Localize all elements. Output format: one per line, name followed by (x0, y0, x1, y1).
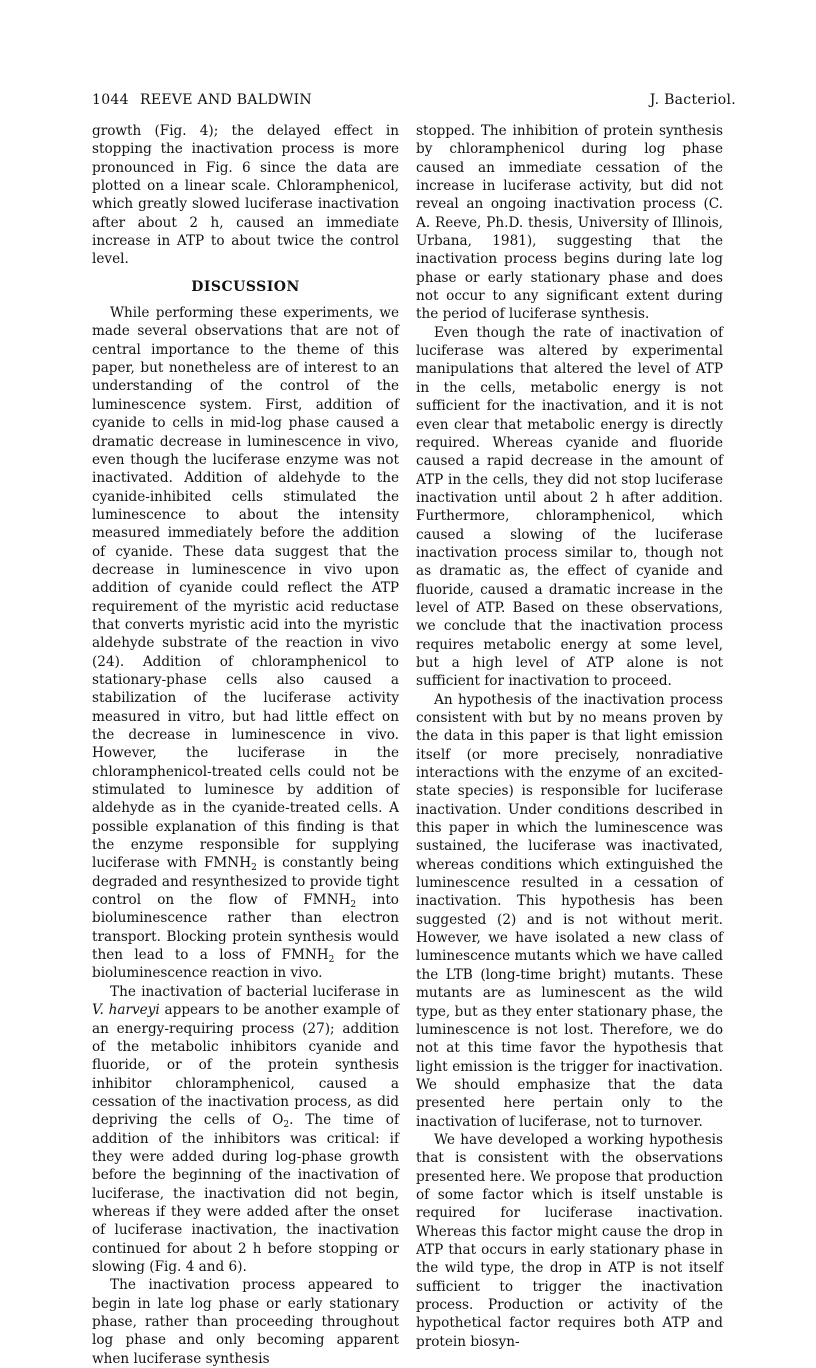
running-authors: REEVE AND BALDWIN (140, 92, 312, 108)
paragraph-light-emission-hypothesis: An hypothesis of the inactivation process consistent with but by no means proven by the data in this paper is that light emission itself (or more precisely, nonradiative interactions with the enzyme of an excited-state species) is responsible for luciferase inactivation. Under conditions described in this paper in which the luminescence was sustained, the luciferase was inactivated, whereas conditions which extinguished the luminescence resulted in a cessation of inactivation. This hypothesis has been suggested (2) and is not without merit. However, we have isolated a new class of luminescence mutants which we have called the LTB (long-time bright) mutants. These mutants are as luminescent as the wild type, but as they enter stationary phase, the luminescence is not lost. Therefore, we do not at this time favor the hypothesis that light emission is the trigger for inactivation. We should emphasize that the data presented here pertain only to the inactivation of luciferase, not to turnover. (416, 691, 723, 1130)
page-number: 1044 (92, 92, 129, 108)
paragraph-inactivation-timing: The inactivation process appeared to begin in late log phase or early stationary phase, rather than proceeding throughout log phase and only becoming apparent when luciferase synthesis (92, 1277, 399, 1367)
section-heading-discussion: DISCUSSION (191, 278, 300, 295)
paragraph-discussion-observations: While performing these experiments, we made several observations that are not of central importance to the theme of this paper, but nonetheless are of interest to an understanding of the control of the luminescence system. First, addition of cyanide to cells in mid-log phase caused a dramatic decrease in luminescence in vivo, even though the luciferase enzyme was not inactivated. Addition of aldehyde to the cyanide-inhibited cells stimulated the luminescence to about the intensity measured immediately before the addition of cyanide. These data suggest that the decrease in luminescence in vivo upon addition of cyanide could reflect the ATP requirement of the myristic acid reductase that converts myristic acid into the myristic aldehyde substrate of the reaction in vivo (24). Addition of chloramphenicol to stationary-phase cells also caused a stabilization of the luciferase activity measured in vitro, but had little effect on the decrease in luminescence in vivo. However, the luciferase in the chloramphenicol-treated cells could not be stimulated to luminesce by addition of aldehyde as in the cyanide-treated cells. A possible explanation of this finding is that the enzyme responsible for supplying luciferase with $FMNH_2$ is constantly being degraded and resynthesized to provide tight control on the flow of $FMNH_2$ into bioluminescence rather than electron transport. Blocking protein synthesis would then lead to a loss of $FMNH_2$ for the bioluminescence reaction in vivo. (92, 305, 399, 982)
paragraph-results-end: growth (Fig. 4); the delayed effect in stopping the inactivation process is more pronounced in Fig. 6 since the data are plotted on a linear scale. Chloramphenicol, which greatly slowed luciferase inactivation after about 2 h, caused an immediate increase in ATP to about twice the control level. (92, 123, 399, 268)
paragraph-energy-requiring: The inactivation of bacterial luciferase in V. harveyi appears to be another example of an energy-requiring process (27); addition of the metabolic inhibitors cyanide and fluoride, or of the protein synthesis inhibitor chloramphenicol, caused a cessation of the inactivation process, as did depriving the cells of $O_2$. The time of addition of the inhibitors was critical: if they were added during log-phase growth before the beginning of the inactivation of luciferase, the inactivation did not begin, whereas if they were added after the onset of luciferase inactivation, the inactivation continued for about 2 h before stopping or slowing (Fig. 4 and 6). (92, 983, 399, 1275)
paragraph-atp-level: Even though the rate of inactivation of luciferase was altered by experimental manipulations that altered the level of ATP in the cells, metabolic energy is not sufficient for the inactivation, and it is not even clear that metabolic energy is directly required. Whereas cyanide and fluoride caused a rapid decrease in the amount of ATP in the cells, they did not stop luciferase inactivation until about 2 h after addition. Furthermore, chloramphenicol, which caused a slowing of the luciferase inactivation process similar to, though not as dramatic as, the effect of cyanide and fluoride, caused a dramatic increase in the level of ATP. Based on these observations, we conclude that the inactivation process requires metabolic energy at some level, but a high level of ATP alone is not sufficient for inactivation to proceed. (416, 324, 723, 690)
running-header (92, 92, 736, 114)
right-column (416, 122, 723, 1351)
paragraph-working-hypothesis: We have developed a working hypothesis that is consistent with the observations presented here. We propose that production of some factor which is itself unstable is required for luciferase inactivation. Whereas this factor might cause the drop in ATP that occurs in early stationary phase in the wild type, the drop in ATP is not itself sufficient to trigger the inactivation process. Production or activity of the hypothetical factor requires both ATP and protein biosyn- (416, 1131, 723, 1350)
paragraph-protein-synthesis: stopped. The inhibition of protein synthesis by chloramphenicol during log phase caused an immediate cessation of the increase in luciferase activity, but did not reveal an ongoing inactivation process (C. A. Reeve, Ph.D. thesis, University of Illinois, Urbana, 1981), suggesting that the inactivation process begins during late log phase or early stationary phase and does not occur to any significant extent during the period of luciferase synthesis. (416, 123, 723, 323)
species-name: V. harveyi (92, 1002, 160, 1019)
left-column (92, 122, 399, 1368)
journal-name: J. Bacteriol. (649, 92, 736, 108)
